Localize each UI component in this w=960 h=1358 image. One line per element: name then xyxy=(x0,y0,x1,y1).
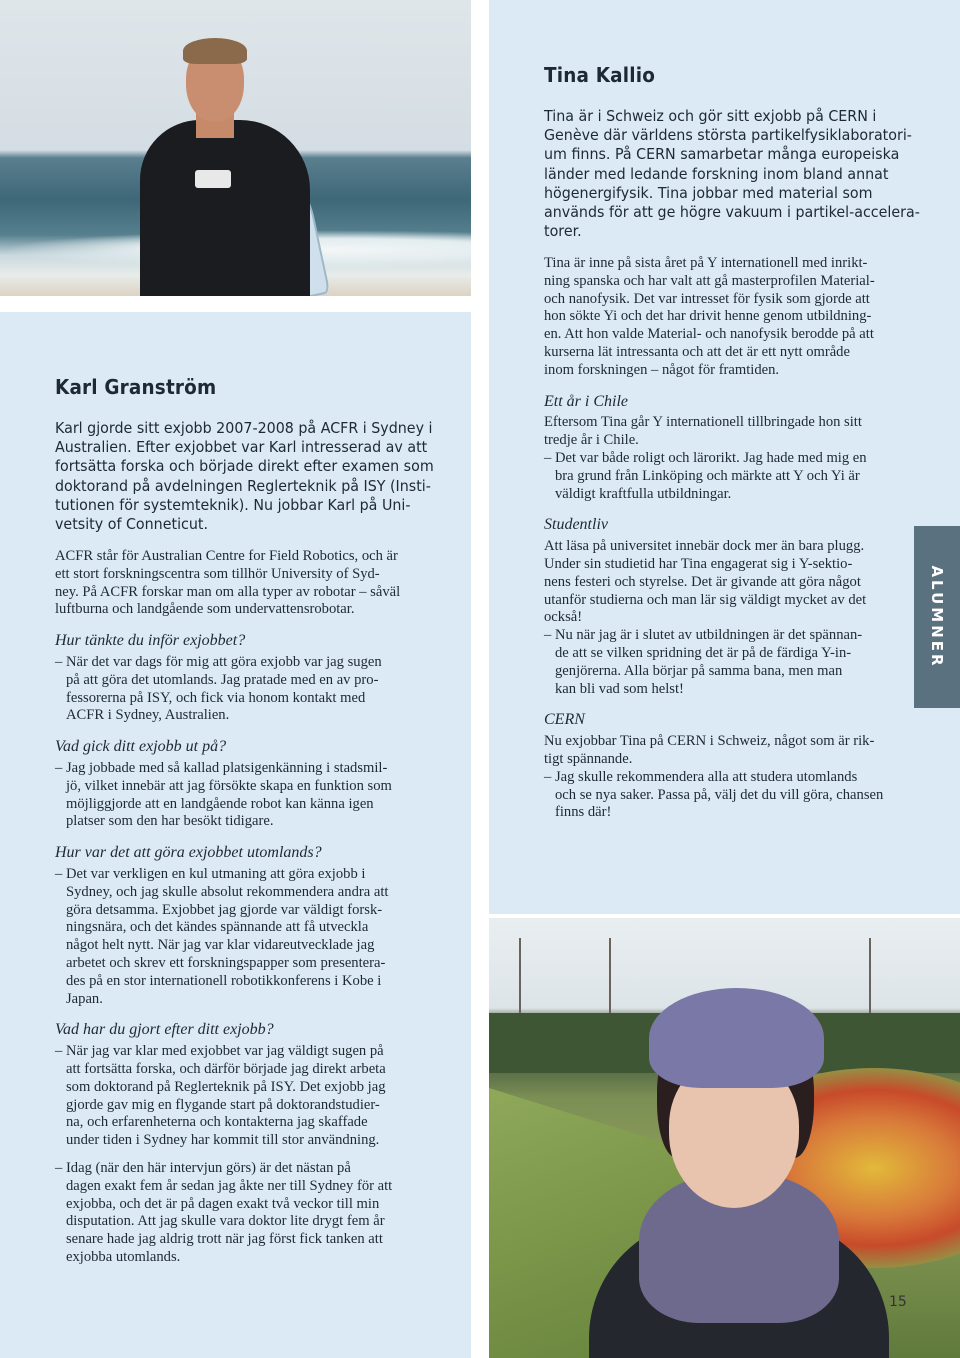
karl-answer-3: – Det var verkligen en kul utmaning att göra exjobb i Sydney, och jag skulle absolut rekommendera andra att göra detsamma. Exjobbet jag gjorde var väldigt forsk- ningsnära, och det kändes spännande att få utveckla något helt nytt. När jag var klar vidareutvecklade jag arbetet och skrev ett forskningspapper som presentera- des på en stor internationell robotikkonferens i Kobe i Japan. xyxy=(55,865,389,1007)
page-number: 15 xyxy=(889,1294,907,1310)
tina-paragraph-intro: Tina är inne på sista året på Y internationell med inrikt- ning spanska och har valt att gå masterprofilen Material- och nanofysik. Det var intresset för fysik som gjorde att hon sökte Yi och det har drivit henne genom utbildning- en. Att hon valde Material- och nanofysik berodde på att kurserna lät intressanta och att det är ett nytt område inom forskningen – något för framtiden. xyxy=(544,255,875,378)
karl-question-2: Vad gick ditt exjobb ut på? xyxy=(55,738,227,756)
tina-name-heading: Tina Kallio xyxy=(544,63,656,87)
section-tab-alumner xyxy=(914,526,960,708)
tina-subheading-chile: Ett år i Chile xyxy=(544,392,628,410)
karl-answer-1: – När det var dags för mig att göra exjobb var jag sugen på att göra det utomlands. Jag pratade med en av pro- fessorerna på ISY, och fick via honom kontakt med ACFR i Sydney, Australien. xyxy=(55,653,382,724)
tina-section-cern: Nu exjobbar Tina på CERN i Schweiz, något som är rik- tigt spännande. – Jag skulle rekommendera alla att studera utomlands och se nya saker. Passa på, välj det du vill göra, chansen finns där! xyxy=(544,733,884,821)
section-tab-label: ALUMNER xyxy=(928,565,946,669)
tina-body xyxy=(544,255,883,822)
tina-section-studentliv: Att läsa på universitet innebär dock mer än bara plugg. Under sin studietid har Tina engagerat sig i Y-sektio- nens festeri och styrelse. Det är givande att göra något utanför studierna och man lär sig väldigt mycket av det också! – Nu när jag är i slutet av utbildningen är det spännan- de att se vilken spridning det är på de färdiga Y-in- genjörerna. Alla börjar på samma bana, men man kan bli vad som helst! xyxy=(544,538,867,697)
tina-subheading-studentliv: Studentliv xyxy=(544,516,608,534)
karl-question-4: Vad har du gjort efter ditt exjobb? xyxy=(55,1021,274,1039)
karl-answer-4: – När jag var klar med exjobbet var jag väldigt sugen på att fortsätta forska, och därför började jag direkt arbeta som doktorand på Reglerteknik på ISY. Det exjobb jag gjorde gav mig en flygande start på doktorandstudier- na, och erfarenheterna och kontakterna jag skaffade under tiden i Sydney har kommit till stor användning. xyxy=(55,1043,386,1149)
karl-answer-2: – Jag jobbade med så kallad platsigenkänning i stadsmil- jö, vilket innebär att jag försökte skapa en funktion som möjliggjorde att en landgående robot kan känna igen platser som den har besökt tidigare. xyxy=(55,759,392,830)
karl-name-heading: Karl Granström xyxy=(55,375,217,399)
karl-paragraph-acfr: ACFR står för Australian Centre for Field Robotics, och är ett stort forskningscentra som tillhör University of Syd- ney. På ACFR forskar man om alla typer av robotar – såväl luftburna och landgående som undervattensrobotar. xyxy=(55,548,401,618)
tina-intro: Tina är i Schweiz och gör sitt exjobb på CERN i Genève där världens största partikelfysiklaboratori- um finns. På CERN samarbetar många europeiska länder med ledande forskning inom bland annat högenergifysik. Tina jobbar med material som används för att ge högre vakuum i partikel-accelera- torer. xyxy=(544,107,920,241)
tina-subheading-cern: CERN xyxy=(544,711,585,729)
karl-answer-5: – Idag (när den här intervjun görs) är det nästan på dagen exakt fem år sedan jag åkte ner till Sydney för att exjobba, och det är på dagen exakt två veckor till min disputation. Att jag skulle vara doktor lite drygt fem år senare hade jag aldrig trott när jag först fick tanken att exjobba utomlands. xyxy=(55,1159,393,1265)
karl-intro: Karl gjorde sitt exjobb 2007-2008 på ACFR i Sydney i Australien. Efter exjobbet var Karl intresserad av att fortsätta forska och började direkt efter examen som doktorand på avdelningen Reglerteknik på ISY (Insti- tutionen för systemteknik). Nu jobbar Karl på Uni- vetsity of Conneticut. xyxy=(55,419,434,534)
karl-question-1: Hur tänkte du inför exjobbet? xyxy=(55,632,246,650)
karl-photo xyxy=(0,0,471,296)
karl-question-3: Hur var det att göra exjobbet utomlands? xyxy=(55,844,322,862)
tina-section-chile: Eftersom Tina går Y internationell tillbringade hon sitt tredje år i Chile. – Det var både roligt och lärorikt. Jag hade med mig en bra grund från Linköping och märkte att Y och Yi är väldigt kraftfulla utbildningar. xyxy=(544,414,867,502)
tina-photo xyxy=(489,918,960,1358)
karl-body xyxy=(55,548,400,1267)
